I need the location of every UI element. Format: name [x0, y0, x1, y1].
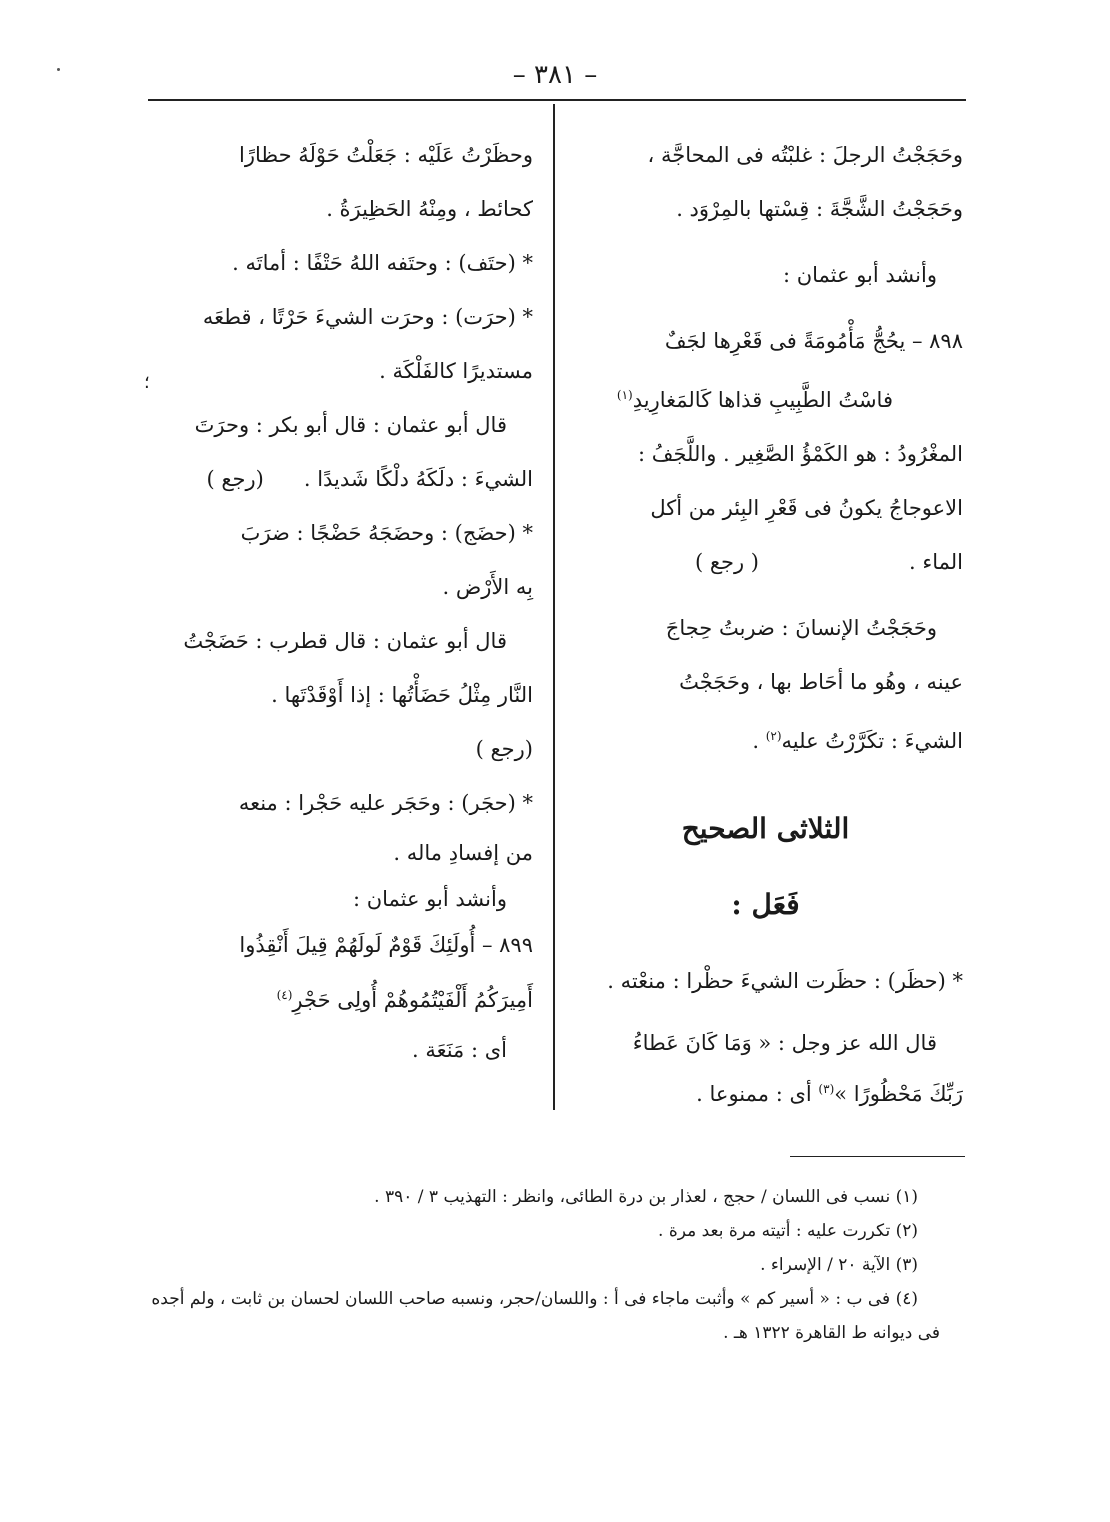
text-line: وأنشد أبو عثمان : — [782, 263, 937, 287]
text-line: * (حتَف) : وحتَفه اللهُ حَتْفًا : أماتَه . — [232, 251, 533, 275]
header-rule — [148, 99, 966, 101]
verse-line-1: ٨٩٩ – أُولَئِكَ قَوْمٌ لَولَهُمْ قِيلَ أَنْقِذُوا — [239, 933, 533, 957]
text-line: * (حضَج) : وحضَجَهُ حَضْجًا : ضرَبَ — [240, 521, 533, 545]
footnotes — [140, 1180, 940, 1350]
text-line — [568, 535, 963, 589]
text-line: قال أبو عثمان : قال أبو بكر : وحرَتَ — [194, 413, 507, 437]
text-span: رَبِّكَ مَحْظُورًا » — [834, 1082, 963, 1106]
footnote-ref: (١) — [616, 388, 633, 402]
text-line: أى : مَنَعَة . — [411, 1038, 507, 1062]
text-line: وحَجَجْتُ الشَّجَّةَ : قِسْتها بالمِرْوَد . — [676, 197, 963, 221]
text-line: الاعوجاجُ يكونُ فى قَعْرِ البِئر من أكل — [650, 496, 963, 520]
text-line: بِه الأَرْض . — [442, 575, 533, 599]
text-line: وحَجَجْتُ الإنسانَ : ضربتُ حِجاجَ — [665, 616, 937, 640]
right-column — [568, 128, 963, 1117]
text-line: من إفسادِ ماله . — [393, 841, 533, 865]
verse-line-1: ٨٩٨ – يحُجُّ مَأْمُومَةً فى قَعْرِها لجَفٌ — [664, 329, 963, 353]
text-line: وحَجَجْتُ الرجلَ : غلبْتُه فى المحاجَّة ، — [647, 143, 963, 167]
cross-ref: ( رجع ) — [694, 550, 759, 574]
text-line: * (حظَر) : حظَرت الشيءَ حظْرا : منعْته . — [607, 969, 963, 993]
text-span: الماء . — [909, 550, 963, 574]
footnote-3: (٣) الآية ٢٠ / الإسراء . — [760, 1255, 918, 1275]
cross-ref: (رجع ) — [475, 737, 533, 761]
footnote-rule — [790, 1156, 965, 1157]
footnote-ref: (٤) — [276, 988, 293, 1002]
text-line: مستديرًا كالفَلْكَة . — [379, 359, 533, 383]
text-line: وحظَرْتُ عَلَيْه : جَعَلْتُ حَوْلَهُ حظارًا — [239, 143, 533, 167]
text-span: أى : ممنوعا . — [696, 1082, 812, 1106]
footnote-4: (٤) فى ب : « أسير كم » وأثبت ماجاء فى أ : واللسان/حجر، ونسبه صاحب اللسان لحسان بن ثابت ، ولم أجده — [151, 1289, 918, 1309]
text-line: وأنشد أبو عثمان : — [352, 887, 507, 911]
footnote-4-cont: فى ديوانه ط القاهرة ١٣٢٢ هـ . — [723, 1323, 940, 1343]
section-heading: الثلاثى الصحيح — [681, 812, 850, 845]
text-line: الشيءَ : تكَرَّرْتُ عليه$^{(٢)}$ . — [752, 729, 963, 753]
text-line: * (حرَت) : وحرَت الشيءَ حَرْتًا ، قطعَه — [202, 305, 533, 329]
verse-899 — [138, 922, 533, 1027]
verse-line-2 — [138, 968, 533, 1027]
footnote-ref: (٢) — [765, 729, 782, 743]
verse-text: فاسْتُ الطَّبِيبِ قذاها كَالمَغارِيدِ — [632, 388, 893, 412]
text-line: النَّار مِثْلُ حَضَأْتُها : إذا أَوْقَدْتَها . — [271, 683, 533, 707]
text-line: قال الله عز وجل : « وَمَا كَانَ عَطاءُ — [632, 1031, 937, 1055]
text-line: كحائط ، ومِنْهُ الحَظِيرَةُ . — [326, 197, 533, 221]
text-line: * (حجَر) : وحَجَر عليه حَجْرا : منعه — [238, 791, 533, 815]
verse-text: أَمِيرَكُمُ أَلْفَيْتُمُوهُمْ أُولِى حَجْرِ — [292, 988, 533, 1012]
text-span: الشيءَ : دلَكَهُ دلْكًا شَديدًا . — [303, 467, 533, 491]
footnote-2: (٢) تكررت عليه : أتيته مرة بعد مرة . — [658, 1221, 918, 1241]
text-line: قال أبو عثمان : قال قطرب : حَضَجْتُ — [183, 629, 507, 653]
text-line — [138, 452, 533, 506]
footnote-ref: (٣) — [818, 1082, 835, 1096]
column-divider — [553, 104, 555, 1110]
text-span: الشيءَ : تكَرَّرْتُ عليه — [781, 729, 963, 753]
text-line: المغْرُودُ : هو الكَمْؤُ الصَّغِير . واللَّجَفُ : — [638, 442, 963, 466]
verse-898 — [568, 314, 963, 427]
text-line: عينه ، وهُو ما أحَاط بها ، وحَجَجْتُ — [679, 670, 963, 694]
text-line — [568, 1066, 963, 1117]
margin-mark: ؛ — [144, 372, 150, 393]
cross-ref: (رجع ) — [206, 467, 264, 491]
left-column — [138, 128, 533, 1073]
footnote-1: (١) نسب فى اللسان / حجج ، لعذار بن درة الطائى، وانظر : التهذيب ٣ / ٣٩٠ . — [374, 1187, 918, 1207]
verse-line-2 — [568, 368, 963, 427]
section-subheading: فَعَل : — [731, 888, 800, 921]
page-number: – ٣٨١ – — [512, 60, 598, 90]
